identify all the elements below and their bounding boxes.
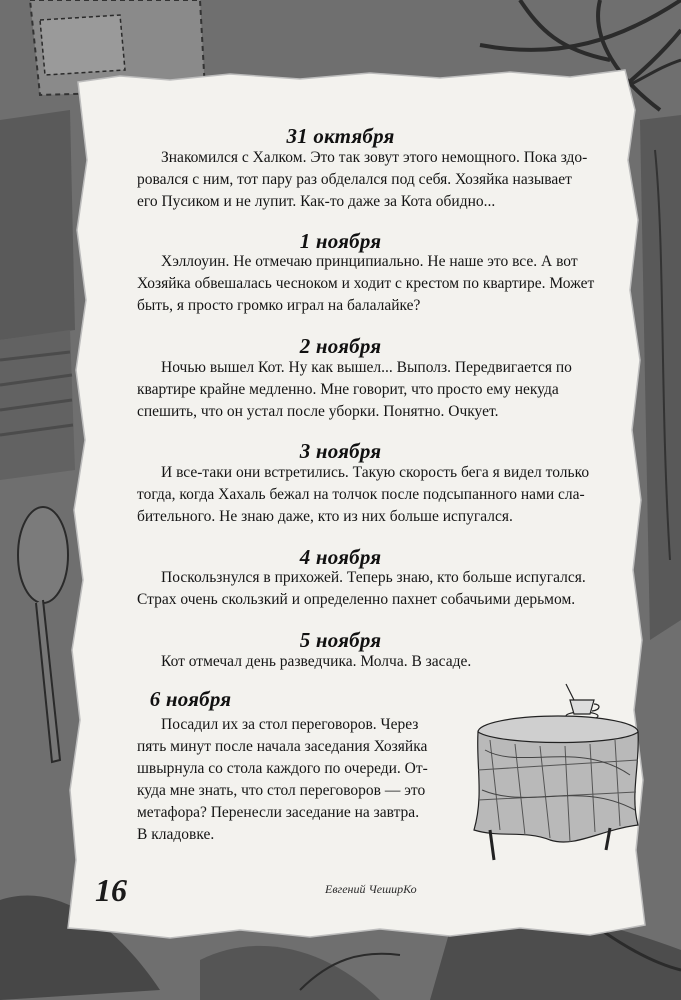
entry-text [137,147,603,213]
running-footer-author: Евгений ЧеширКо [325,882,417,896]
entry-date: 4 ноября [299,545,382,569]
entry-line: И все-таки они встретились. Такую скорость бега я видел только [161,464,590,481]
entry-line: швырнула со стола каждого по очереди. От- [137,760,428,777]
entry-line: быть, я просто громко играл на балалайке? [137,297,421,314]
entry-date: 3 ноября [299,439,382,463]
entry-line: спешить, что он устал после уборки. Понятно. Очкует. [137,403,499,420]
entry-date: 31 октября [286,124,395,148]
entry-text [137,714,453,846]
entry-line: пять минут после начала заседания Хозяйка [137,738,428,755]
entry-line: Ночью вышел Кот. Ну как вышел... Выполз. Передвигается по [161,359,572,376]
entry-line: квартире крайне медленно. Мне говорит, что просто ему некуда [137,381,559,398]
entry-line: Посадил их за стол переговоров. Через [161,716,419,733]
entry-text [137,357,603,423]
entry-text [137,567,603,611]
entry-line: куда мне знать, что стол переговоров — это [137,782,426,799]
entry-line: Хэллоуин. Не отмечаю принципиально. Не наше это все. А вот [161,253,578,270]
entry-date: 2 ноября [299,334,382,358]
table-sketch-illustration [470,680,645,865]
entry-line: Хозяйка обвешалась чесноком и ходит с крестом по квартире. Может [137,275,595,292]
entry-line: тогда, когда Хахаль бежал на толчок после подсыпанного нами сла- [137,486,585,503]
entry-line: ровался с ним, тот пару раз обделался под себя. Хозяйка называет [137,171,572,188]
entry-date: 5 ноября [299,628,382,652]
entry-date: 6 ноября [149,687,232,711]
entry-line: Поскользнулся в прихожей. Теперь знаю, кто больше испугался. [161,569,586,586]
entry-line: Кот отмечал день разведчика. Молча. В засаде. [161,653,472,670]
entry-line: В кладовке. [137,826,215,843]
entry-line: Страх очень скользкий и определенно пахнет собачьими дерьмом. [137,591,576,608]
entry-line: бительного. Не знаю даже, кто из них больше испугался. [137,508,513,525]
entry-text [137,251,603,317]
entry-date: 1 ноября [299,229,382,253]
entry-text [137,462,603,528]
entry-text [137,651,603,673]
entry-line: Знакомился с Халком. Это так зовут этого немощного. Пока здо- [161,149,588,166]
entry-line: его Пусиком и не лупит. Как-то даже за Кота обидно... [137,193,496,210]
entry-line: метафора? Перенесли заседание на завтра. [137,804,420,821]
page-number: 16 [95,872,127,908]
